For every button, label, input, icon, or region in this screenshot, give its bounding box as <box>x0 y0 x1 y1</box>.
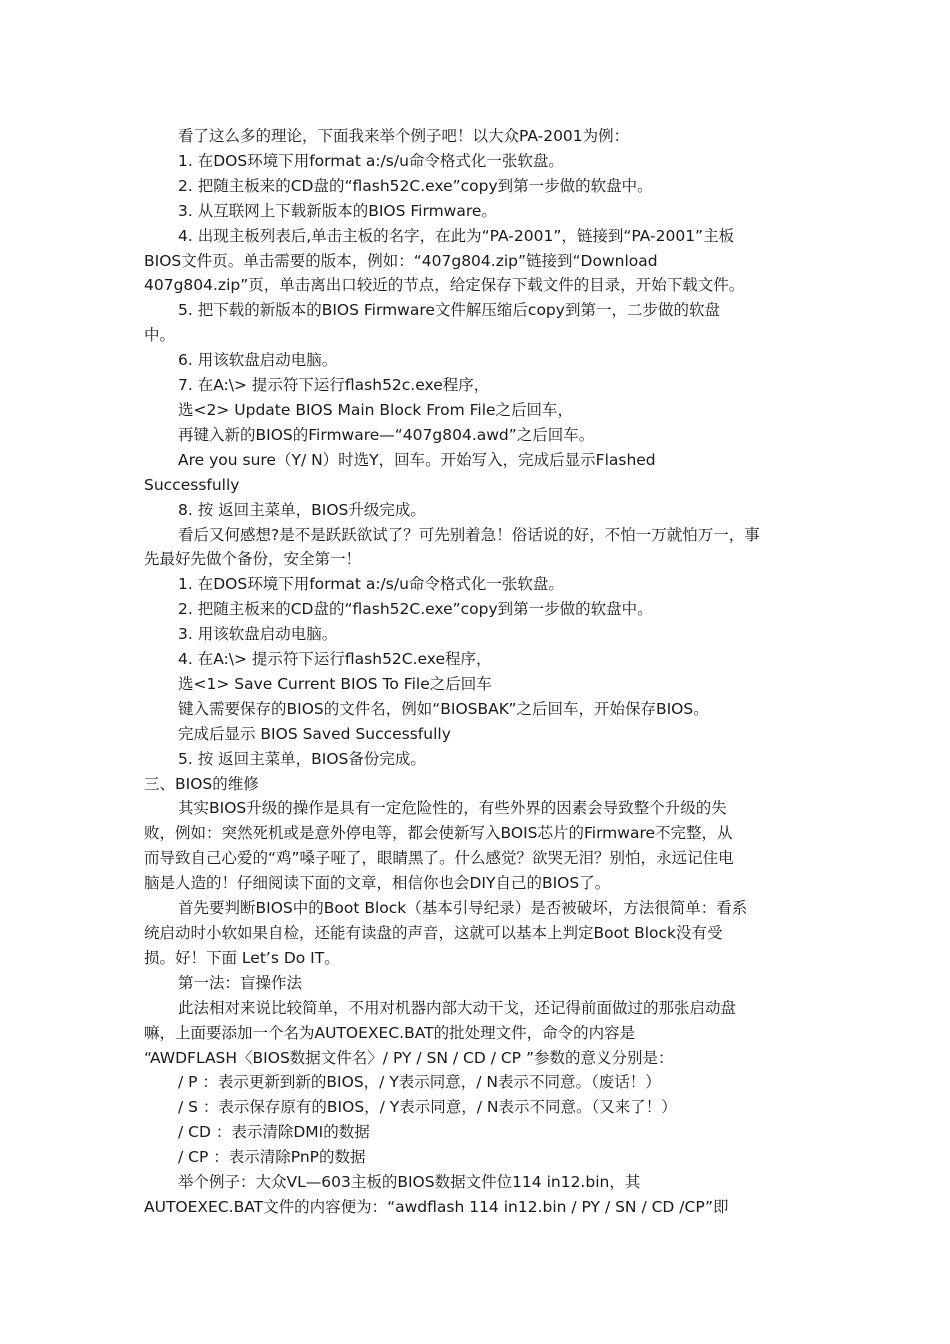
paragraph-line: 首先要判断BIOS中的Boot Block（基本引导纪录）是否被破坏，方法很简单：看系 <box>178 899 748 918</box>
paragraph-line: 选<1> Save Current BIOS To File之后回车 <box>178 674 492 693</box>
paragraph-line: 第一法：盲操作法 <box>178 973 303 992</box>
paragraph-continuation-line: 损。好！下面 Let’s Do IT。 <box>144 948 340 967</box>
paragraph-line: / P ：表示更新到新的BIOS，/ Y表示同意，/ N表示不同意。（废话！） <box>178 1073 661 1092</box>
paragraph-line: 举个例子：大众VL—603主板的BIOS数据文件位114 in12.bin，其 <box>178 1173 641 1192</box>
paragraph-continuation-line: 统启动时小软如果自检，还能有读盘的声音，这就可以基本上判定Boot Block没有受 <box>144 924 723 942</box>
paragraph-continuation-line: 脑是人造的！仔细阅读下面的文章，相信你也会DIY自己的BIOS了。 <box>144 874 611 893</box>
paragraph-line: 其实BIOS升级的操作是具有一定危险性的，有些外界的因素会导致整个升级的失 <box>178 799 727 818</box>
paragraph-continuation-line: 407g804.zip”页，单击离出口较近的节点，给定保存下载文件的目录，开始下载文件。 <box>144 276 745 295</box>
paragraph-continuation-line: Successfully <box>144 475 240 494</box>
paragraph-line: 再键入新的BIOS的Firmware—“407g804.awd”之后回车。 <box>178 425 595 444</box>
paragraph-line: 3. 从互联网上下载新版本的BIOS Firmware。 <box>178 201 497 220</box>
paragraph-line: 8. 按 返回主菜单，BIOS升级完成。 <box>178 500 426 519</box>
paragraph-line: 此法相对来说比较简单，不用对机器内部大动干戈，还记得前面做过的那张启动盘 <box>178 998 737 1017</box>
paragraph-line: 7. 在A:\> 提示符下运行flash52c.exe程序， <box>178 376 490 395</box>
paragraph-line: / CD ：表示清除DMI的数据 <box>178 1123 370 1142</box>
paragraph-continuation-line: 嘛，上面要添加一个名为AUTOEXEC.BAT的批处理文件，命令的内容是 <box>144 1023 636 1042</box>
paragraph-line: 三、BIOS的维修 <box>144 774 259 793</box>
paragraph-line: 键入需要保存的BIOS的文件名，例如“BIOSBAK”之后回车，开始保存BIOS。 <box>178 699 709 718</box>
paragraph-line: 4. 出现主板列表后,单击主板的名字，在此为“PA-2001”，链接到“PA-2001”主板 <box>178 226 735 245</box>
paragraph-continuation-line: 中。 <box>144 326 176 345</box>
document-body <box>144 124 816 1220</box>
paragraph-line: Are you sure（Y/ N）时选Y，回车。开始写入，完成后显示Flashed <box>178 450 656 469</box>
paragraph-line: 2. 把随主板来的CD盘的“flash52C.exe”copy到第一步做的软盘中。 <box>178 600 653 619</box>
paragraph-line: 6. 用该软盘启动电脑。 <box>178 351 338 370</box>
paragraph-line: / S ：表示保存原有的BIOS，/ Y表示同意，/ N表示不同意。（又来了！） <box>178 1098 677 1117</box>
paragraph-line: 5. 把下载的新版本的BIOS Firmware文件解压缩后copy到第一，二步做的软盘 <box>178 301 720 320</box>
paragraph-continuation-line: AUTOEXEC.BAT文件的内容便为：“awdflash 114 in12.bin / PY / SN / CD /CP”即 <box>144 1197 729 1216</box>
paragraph-line: 完成后显示 BIOS Saved Successfully <box>178 724 451 743</box>
paragraph-line: 看后又何感想?是不是跃跃欲试了？可先别着急！俗话说的好，不怕一万就怕万一，事 <box>178 525 760 544</box>
paragraph-line: 看了这么多的理论，下面我来举个例子吧！以大众PA-2001为例： <box>178 127 630 145</box>
paragraph-line: 4. 在A:\> 提示符下运行flash52C.exe程序， <box>178 650 492 669</box>
paragraph-line: 5. 按 返回主菜单，BIOS备份完成。 <box>178 749 426 768</box>
paragraph-line: 2. 把随主板来的CD盘的“flash52C.exe”copy到第一步做的软盘中。 <box>178 176 653 195</box>
paragraph-line: 选<2> Update BIOS Main Block From File之后回车， <box>178 400 574 419</box>
paragraph-line: 3. 用该软盘启动电脑。 <box>178 625 338 644</box>
paragraph-line: 1. 在DOS环境下用format a:/s/u命令格式化一张软盘。 <box>178 575 564 594</box>
paragraph-continuation-line: 先最好先做个备份，安全第一！ <box>144 550 362 569</box>
paragraph-line: 1. 在DOS环境下用format a:/s/u命令格式化一张软盘。 <box>178 151 564 170</box>
paragraph-continuation-line: 而导致自己心爱的“鸡”嗓子哑了，眼睛黑了。什么感觉？欲哭无泪？别怕，永远记住电 <box>144 849 734 868</box>
paragraph-continuation-line: BIOS文件页。单击需要的版本，例如：“407g804.zip”链接到“Download <box>144 251 658 270</box>
paragraph-line: / CP ：表示清除PnP的数据 <box>178 1148 366 1167</box>
paragraph-continuation-line: 败，例如：突然死机或是意外停电等，都会使新写入BOIS芯片的Firmware不完整，从 <box>144 824 733 843</box>
paragraph-continuation-line: “AWDFLASH〈BIOS数据文件名〉/ PY / SN / CD / CP ”参数的意义分别是： <box>144 1048 674 1067</box>
